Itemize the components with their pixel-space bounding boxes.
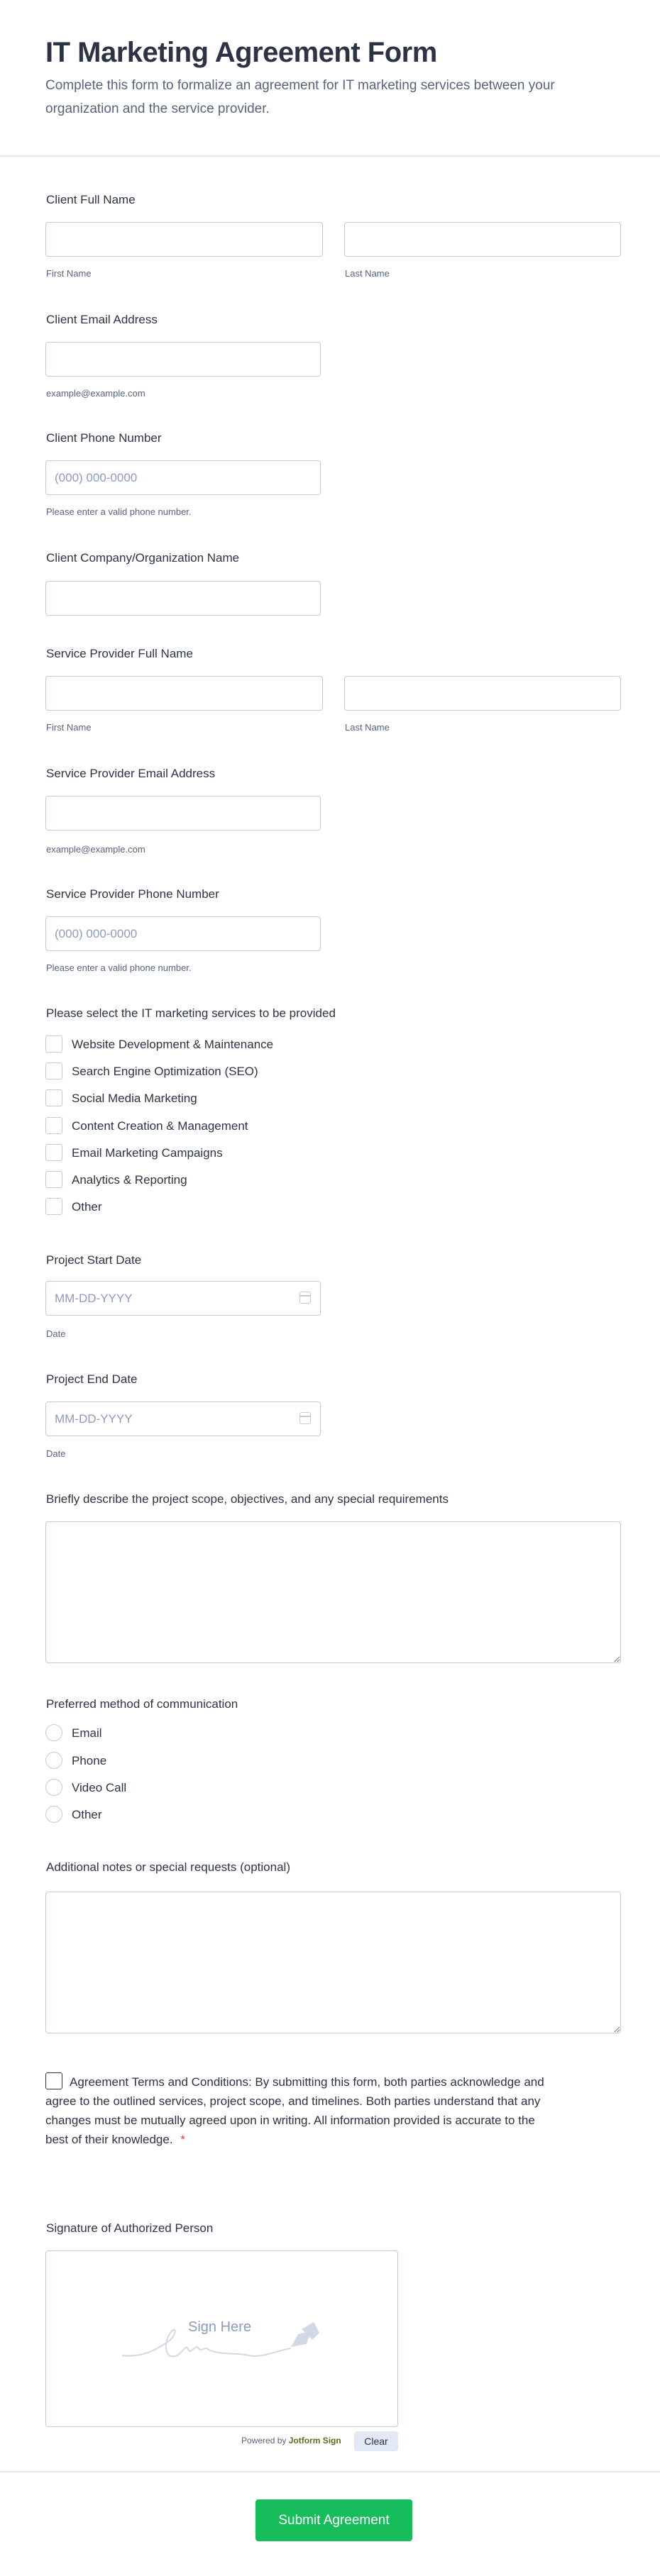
client-email-label: Client Email Address [46, 313, 158, 326]
start-date-sublabel: Date [46, 1328, 66, 1339]
client-last-name-sublabel: Last Name [345, 268, 390, 279]
end-date-sublabel: Date [46, 1448, 66, 1459]
service-option-label: Search Engine Optimization (SEO) [72, 1065, 258, 1078]
sp-phone-hint: Please enter a valid phone number. [46, 962, 192, 973]
calendar-icon[interactable] [299, 1292, 311, 1304]
footer-divider [0, 2471, 660, 2472]
start-date-label: Project Start Date [46, 1253, 142, 1267]
service-checkbox[interactable] [45, 1036, 62, 1053]
communication-radio[interactable] [45, 1806, 62, 1823]
client-email-hint: example@example.com [46, 388, 145, 399]
communication-option-label: Phone [72, 1754, 107, 1767]
service-option-label: Analytics & Reporting [72, 1173, 187, 1187]
powered-by-text: Powered by [241, 2436, 287, 2445]
page-title: IT Marketing Agreement Form [45, 37, 437, 68]
sign-here-placeholder: Sign Here [188, 2319, 251, 2335]
service-checkbox[interactable] [45, 1117, 62, 1134]
sp-first-name-input[interactable] [45, 676, 323, 711]
sp-last-name-input[interactable] [344, 676, 621, 711]
calendar-icon[interactable] [299, 1412, 311, 1424]
page-subtitle: Complete this form to formalize an agreement for IT marketing services between your organization and the service provider. [45, 78, 555, 116]
service-option-label: Content Creation & Management [72, 1119, 248, 1133]
agreement-text: Agreement Terms and Conditions: By submitting this form, both parties acknowledge and agree to the outlined services, project scope, and timelines. Both parties understand that any changes must be mutually agreed upon in writing. All information provided is accurate to the best of their knowledge. [45, 2075, 544, 2146]
client-company-input[interactable] [45, 581, 321, 616]
communication-radio[interactable] [45, 1779, 62, 1796]
communication-option-label: Other [72, 1808, 102, 1821]
signature-label: Signature of Authorized Person [46, 2221, 214, 2235]
sp-phone-label: Service Provider Phone Number [46, 887, 219, 901]
start-date-field[interactable] [45, 1281, 321, 1316]
communication-radio[interactable] [45, 1724, 62, 1741]
client-company-label: Client Company/Organization Name [46, 551, 240, 565]
client-phone-label: Client Phone Number [46, 431, 162, 445]
sp-name-label: Service Provider Full Name [46, 647, 193, 660]
service-checkbox[interactable] [45, 1198, 62, 1215]
required-asterisk: * [180, 2133, 185, 2146]
communication-option-label: Email [72, 1726, 102, 1740]
sp-first-name-sublabel: First Name [46, 722, 92, 733]
notes-label: Additional notes or special requests (optional) [46, 1860, 290, 1874]
client-first-name-input[interactable] [45, 222, 323, 257]
service-checkbox[interactable] [45, 1144, 62, 1161]
scope-label: Briefly describe the project scope, objectives, and any special requirements [46, 1492, 449, 1506]
client-name-label: Client Full Name [46, 193, 136, 206]
communication-label: Preferred method of communication [46, 1697, 238, 1711]
service-checkbox[interactable] [45, 1171, 62, 1188]
service-option-label: Other [72, 1200, 102, 1214]
end-date-input[interactable] [45, 1401, 321, 1436]
jotform-sign-link[interactable]: Jotform Sign [288, 2436, 341, 2445]
notes-textarea[interactable] [45, 1892, 621, 2033]
client-email-input[interactable] [45, 342, 321, 377]
services-label: Please select the IT marketing services to be provided [46, 1006, 336, 1020]
service-checkbox[interactable] [45, 1062, 62, 1079]
client-phone-hint: Please enter a valid phone number. [46, 506, 192, 517]
sp-email-input[interactable] [45, 796, 321, 831]
signature-scribble-icon [121, 2319, 323, 2365]
header-divider [0, 155, 660, 157]
communication-option-label: Video Call [72, 1781, 127, 1794]
sp-email-label: Service Provider Email Address [46, 767, 216, 780]
clear-signature-button[interactable]: Clear [354, 2431, 398, 2451]
service-option-label: Website Development & Maintenance [72, 1038, 274, 1051]
communication-radio[interactable] [45, 1752, 62, 1769]
submit-button[interactable]: Submit Agreement [255, 2499, 412, 2541]
agreement-checkbox[interactable] [45, 2072, 62, 2089]
powered-by [241, 2436, 341, 2445]
service-checkbox[interactable] [45, 1089, 62, 1106]
scope-textarea[interactable] [45, 1521, 621, 1663]
signature-pad[interactable] [45, 2250, 398, 2427]
end-date-field[interactable] [45, 1401, 321, 1436]
sp-last-name-sublabel: Last Name [345, 722, 390, 733]
sp-email-hint: example@example.com [46, 844, 145, 855]
end-date-label: Project End Date [46, 1372, 138, 1386]
client-last-name-input[interactable] [344, 222, 621, 257]
agreement-block [45, 2072, 556, 2149]
client-first-name-sublabel: First Name [46, 268, 92, 279]
service-option-label: Email Marketing Campaigns [72, 1146, 223, 1160]
start-date-input[interactable] [45, 1281, 321, 1316]
client-phone-input[interactable] [45, 460, 321, 495]
service-option-label: Social Media Marketing [72, 1092, 197, 1105]
sp-phone-input[interactable] [45, 916, 321, 951]
